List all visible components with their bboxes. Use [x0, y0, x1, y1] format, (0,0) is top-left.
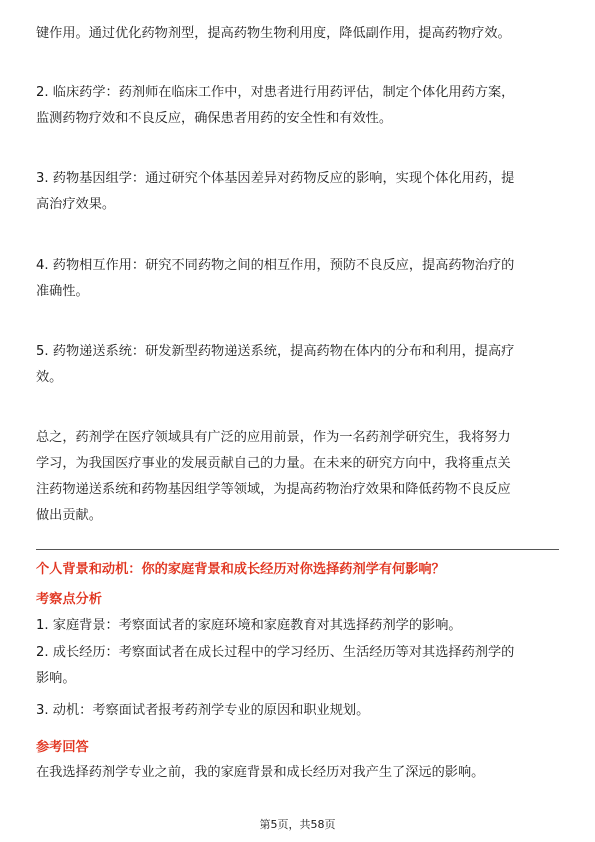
answer-heading: 参考回答 — [36, 740, 89, 755]
analysis-point-growth: 2. 成长经历：考察面试者在成长过程中的学习经历、生活经历等对其选择药剂学的 影响。 — [36, 645, 515, 686]
answer-text: 在我选择药剂学专业之前，我的家庭背景和成长经历对我产生了深远的影响。 — [36, 765, 485, 780]
page-number: 第5页，共58页 — [259, 818, 336, 831]
section-divider — [36, 549, 559, 550]
item-pharmacogenomics: 3. 药物基因组学：通过研究个体基因差异对药物反应的影响，实现个体化用药，提 高治疗效果。 — [36, 171, 515, 212]
analysis-point-motivation: 3. 动机：考察面试者报考药剂学专业的原因和职业规划。 — [36, 703, 370, 718]
question-title: 个人背景和动机：你的家庭背景和成长经历对你选择药剂学有何影响？ — [36, 562, 445, 577]
item-drug-interaction: 4. 药物相互作用：研究不同药物之间的相互作用，预防不良反应，提高药物治疗的 准确性。 — [36, 258, 515, 299]
analysis-heading: 考察点分析 — [36, 592, 102, 607]
item-drug-delivery: 5. 药物递送系统：研发新型药物递送系统，提高药物在体内的分布和利用，提高疗 效。 — [36, 344, 515, 385]
analysis-point-family: 1. 家庭背景：考察面试者的家庭环境和家庭教育对其选择药剂学的影响。 — [36, 618, 462, 633]
intro-tail-paragraph: 键作用。通过优化药物剂型，提高药物生物利用度，降低副作用，提高药物疗效。 — [36, 26, 511, 41]
item-clinical-pharmacy: 2. 临床药学：药剂师在临床工作中，对患者进行用药评估，制定个体化用药方案， 监测药物疗效和不良反应，确保患者用药的安全性和有效性。 — [36, 85, 515, 126]
summary-paragraph: 总之，药剂学在医疗领域具有广泛的应用前景，作为一名药剂学研究生，我将努力 学习，为我国医疗事业的发展贡献自己的力量。在未来的研究方向中，我将重点关 注药物递送系统和药物基因组学等领域，为提高药物治疗效果和降低药物不良反应 做出贡献。 — [36, 430, 511, 523]
